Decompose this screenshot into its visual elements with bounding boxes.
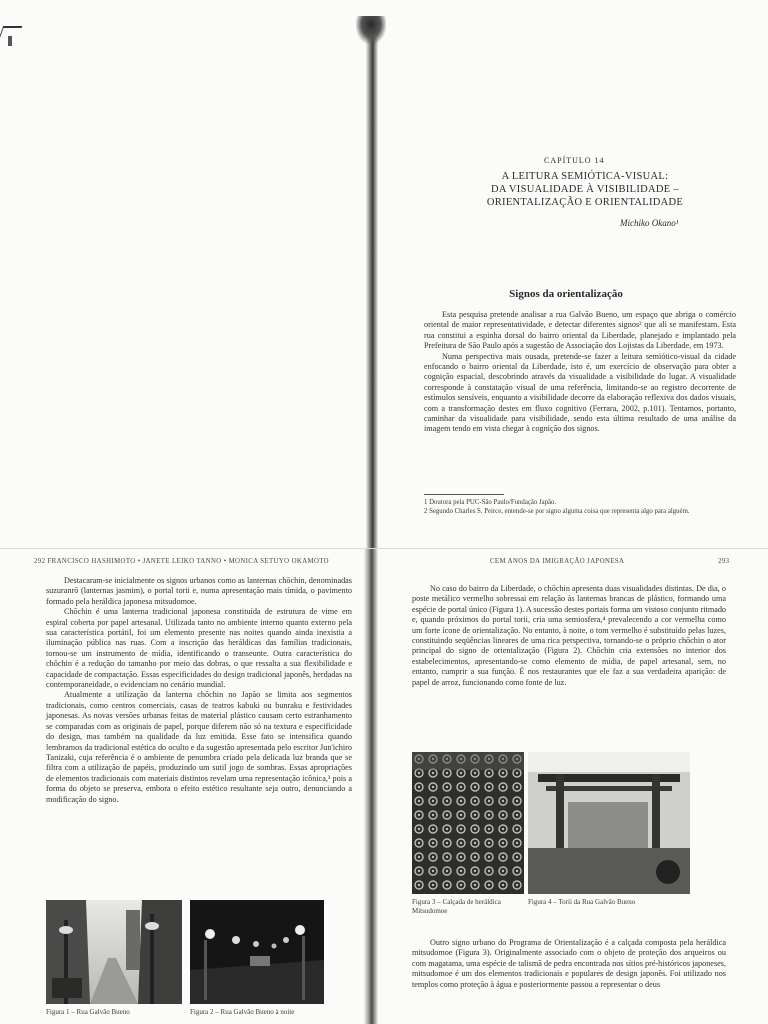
footnote: 1 Doutora pela PUC-São Paulo/Fundação Japão. xyxy=(424,499,557,506)
author-name: Michiko Okano¹ xyxy=(620,218,679,228)
page-number: 293 xyxy=(718,558,730,565)
scan-divider xyxy=(0,548,768,549)
paragraph: Atualmente a utilização da lanterna chōchin no Japão se limita aos segmentos tradicionais, como centros comerciais, casas de teatros kabuki ou bunraku e festividades japonesas. As novas versões urbanas feitas de material plástico causam certo estranhamento se comparadas com as originais de papel, porque diferem não só na textura e especificidade do design, mas também na qualidade da luz emitida. Esse fato se intensifica quando lembramos da tradicional estética do oculto e da sugestão apresentada pelo escritor Jun'ichiro Tanizaki, cuja referência é o ambiente de penumbra criado pela delicada luz branda que se filtra com a utilização de papéis, produzindo um sutil jogo de sombras. Essas apropriações de elementos tradicionais com materiais distintos revelam uma representação icônica,³ pois a forma do objeto se preserva, embora o efeito estético resultante seja outro, denunciando a modificação do signo. xyxy=(46,690,352,804)
figure-2-photo xyxy=(190,900,324,1004)
paragraph: Numa perspectiva mais ousada, pretende-se fazer a leitura semiótico-visual da cidade enfocando o bairro oriental da Liberdade, isto é, um exercício de observação para obter a cognição espacial, descobrindo através da visualidade a visibilidade do lugar. A visualidade corresponde à constatação visual de uma referência, limitando-se ao registro decorrente de estímulos sensíveis, enquanto a visibilidade decorre da elaboração reflexiva dos dados visuais, com a transformação destes em fluxo cognitivo (Ferrara, 2002, p.101). Tentamos, portanto, caminhar da visualidade para visibilidade, sendo esta última resultado de uma análise da imagem tendo em vista chegar à cognição dos signos. xyxy=(424,351,736,434)
footnote: 2 Segundo Charles S. Peirce, entende-se por signo alguma coisa que representa algo para alguém. xyxy=(424,508,690,515)
chapter-title-line: DA VISUALIDADE À VISIBILIDADE – xyxy=(491,184,679,195)
chapter-title-line: A LEITURA SEMIÓTICA-VISUAL: xyxy=(501,171,669,182)
paragraph: No caso do bairro da Liberdade, o chōchin apresenta duas visualidades distintas. De dia, o poste metálico vermelho sobressai em relação às lanternas brancas de plástico, formando uma espécie de portal único (Figura 1). A sucessão destes portais forma um vistoso conjunto ritmado e, quando próximos do portal torii, cria uma semiosfera,⁴ prevalecendo a cor vermelha como um forte ícone de orientalização. No entanto, à noite, o tom vermelho é substituído pelas luzes, constituindo seqüências lineares de uma rica perspectiva, tornando-se o próprio chōchin o ator principal do signo de orientalização (Figura 2). Chōchin cria extensões no interior dos estabelecimentos, apresentando-se como elemento de mídia, de papel artesanal, sem, no entanto, cumprir a sua função. É nos restaurantes que ele faz a sua verdadeira aparição: de papel de arroz, funcionando como fonte de luz. xyxy=(412,584,727,687)
chapter-title xyxy=(440,170,730,209)
figure-1-caption: Figura 1 – Rua Galvão Bueno xyxy=(46,1008,130,1016)
footnote-rule xyxy=(424,494,504,495)
body-text-right-top xyxy=(412,584,726,688)
body-text-left xyxy=(46,576,352,805)
paragraph: Esta pesquisa pretende analisar a rua Galvão Bueno, um espaço que abriga o comércio oriental de maior representatividade, e detectar diferentes signos² que ali se manifestam. Esta rua constitui a espinha dorsal do bairro oriental da Liberdade, planejado e implantado pela Prefeitura de São Paulo após a sugestão de Associação dos Lojistas da Liberdade, em 1973. xyxy=(424,310,736,351)
paragraph: Outro signo urbano do Programa de Orientalização é a calçada composta pela heráldica mitsudomoe (Figura 3). Originalmente associado com o objeto de proteção dos arqueiros ou com magatama, uma espécie de talismã de pedra encontrada nos sítios pré-históricos japoneses, mitsudomoe é um dos elementos tradicionais e populares de design japonês. Foi utilizado nos templos como proteção à água e posteriormente passou a representar o deus xyxy=(412,938,726,989)
figure-4-caption: Figura 4 – Torii da Rua Galvão Bueno xyxy=(528,898,636,906)
chapter-label: CAPÍTULO 14 xyxy=(544,156,605,165)
intro-text xyxy=(424,310,736,435)
figure-3-caption: Figura 3 – Calçada de heráldica Mitsudomoe xyxy=(412,898,501,915)
chapter-title-line: ORIENTALIZAÇÃO E ORIENTALIDADE xyxy=(486,197,684,208)
figure-4-photo xyxy=(528,752,690,894)
paragraph: Destacaram-se inicialmente os signos urbanos como as lanternas chōchin, denominadas suzuranrō (lanternas jasmim), o portal torii e, numa apresentação mais tímida, o pavimento formado pela heráldica japonesa mitsudomoe. xyxy=(46,576,352,606)
paragraph: Chōchin é uma lanterna tradicional japonesa constituída de estrutura de vime em espiral coberta por papel artesanal. Utilizada tanto no ambiente interno quanto externo pela sua característica portátil, foi um elemento presente nas noites quando ainda inexistia a iluminação pública nas ruas. Com a inscrição das heráldicas das famílias tradicionais, tornou-se um instrumento de mídia, identificando o transeunte. Outra característica do chōchin é a redução do tamanho por meio das dobras, o que ressalta a sua flexibilidade e capacidade de compactação. Essas especificidades do design tradicional japonês, herdadas na contemporaneidade, o evidenciam no cenário mundial. xyxy=(46,607,352,690)
footnotes xyxy=(424,498,734,516)
book-gutter-shadow xyxy=(356,16,386,44)
section-title: Signos da orientalização xyxy=(509,288,623,300)
running-header-left: 292 FRANCISCO HASHIMOTO • JANETE LEIKO TANNO • MONICA SETUYO OKAMOTO xyxy=(34,558,329,565)
book-gutter-lower xyxy=(364,548,378,1024)
figure-1-photo xyxy=(46,900,182,1004)
figure-2-caption: Figura 2 – Rua Galvão Bueno à noite xyxy=(190,1008,295,1016)
scan-corner-mark-tick xyxy=(8,36,12,46)
running-header-right: CEM ANOS DA IMIGRAÇÃO JAPONESA xyxy=(490,558,625,565)
figure-3-photo xyxy=(412,752,524,894)
body-text-right-bottom xyxy=(412,938,726,990)
